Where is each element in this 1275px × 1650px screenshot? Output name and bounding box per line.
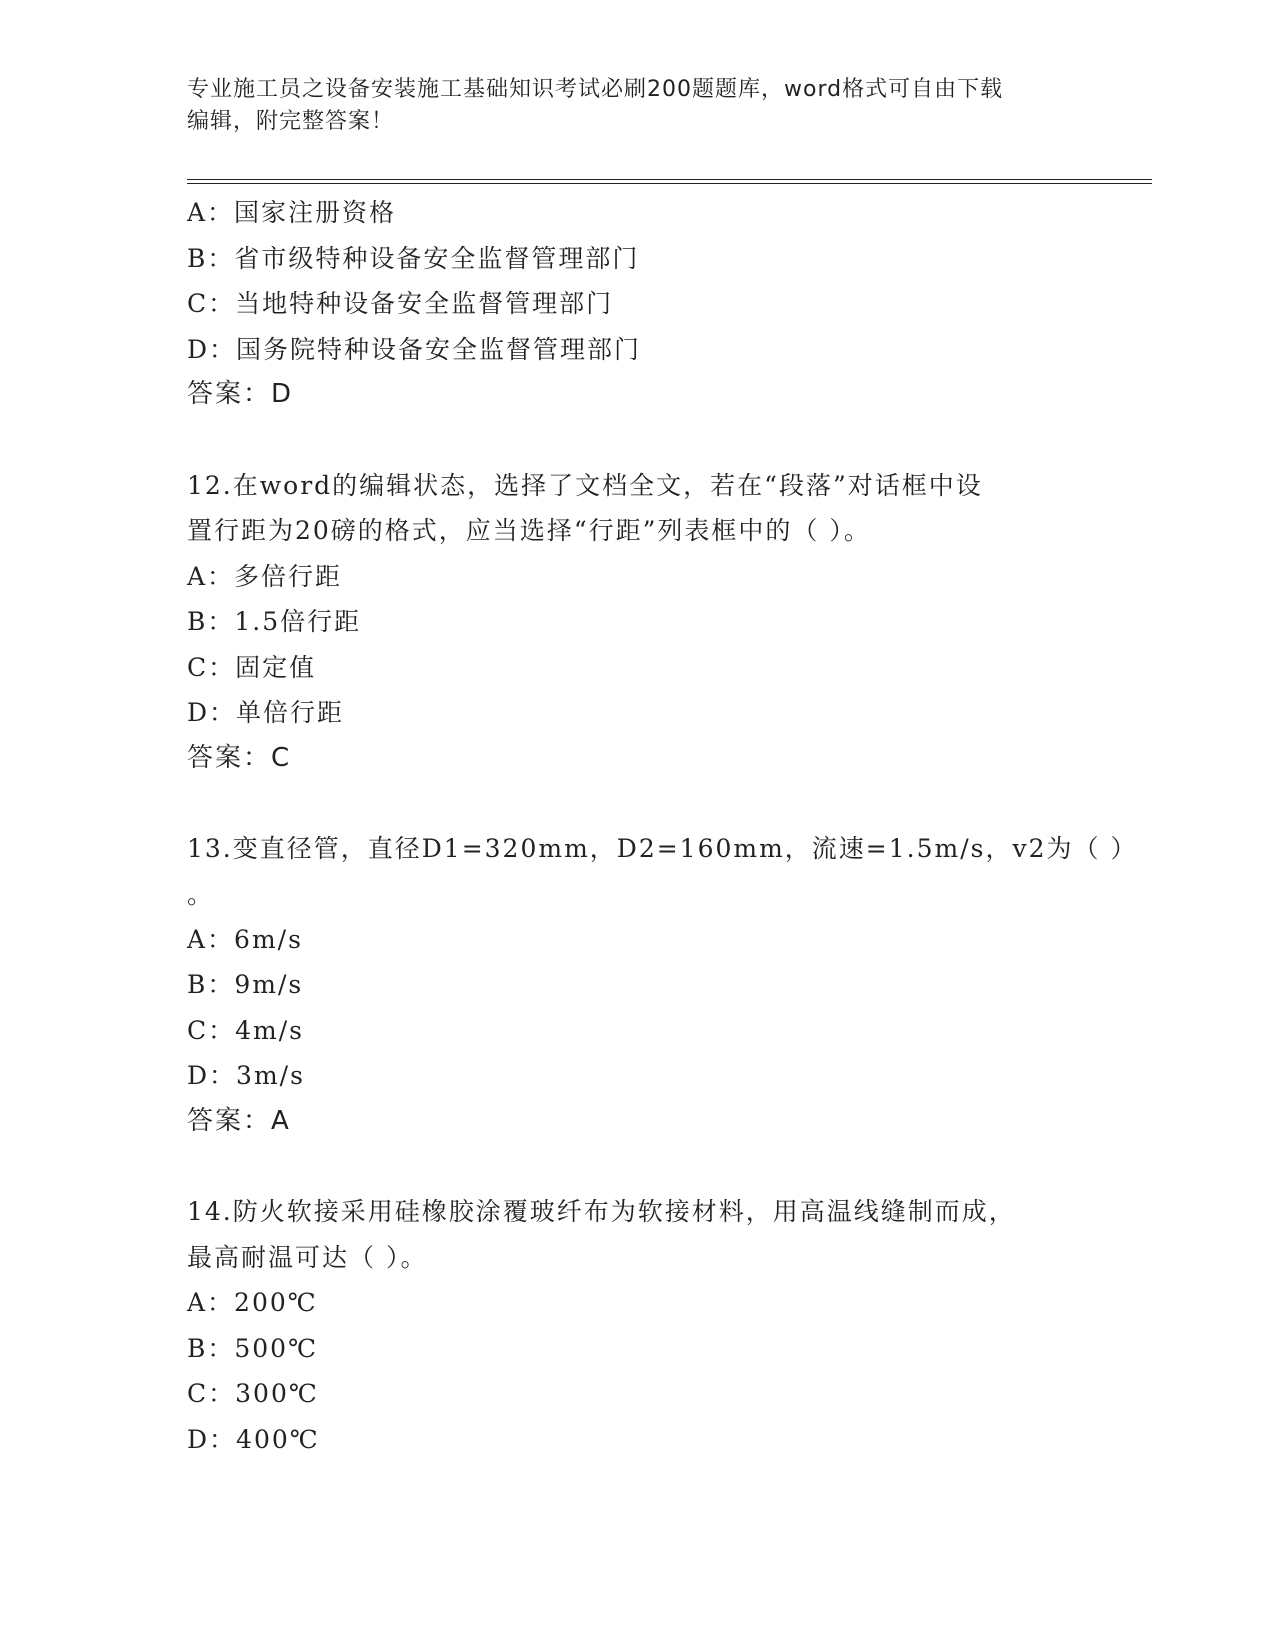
header-divider-bottom <box>187 183 1152 184</box>
option-c: C：300℃ <box>187 1379 319 1408</box>
question-text-line-1: 14.防火软接采用硅橡胶涂覆玻纤布为软接材料，用高温线缝制而成， <box>187 1197 1016 1226</box>
option-a: A：6m/s <box>187 924 303 954</box>
option-b: B：1.5倍行距 <box>187 607 362 636</box>
document-body <box>187 190 1152 1462</box>
answer: 答案：C <box>187 742 292 773</box>
option-d: D：3m/s <box>187 1061 305 1090</box>
question-12-block <box>187 463 1152 782</box>
option-b: B：9m/s <box>187 970 304 999</box>
answer: 答案：D <box>187 379 294 409</box>
question-13-block <box>187 826 1152 1144</box>
spacer <box>187 418 1152 463</box>
option-d: D：国务院特种设备安全监督管理部门 <box>187 334 642 364</box>
question-14-block <box>187 1189 1152 1462</box>
option-a: A：国家注册资格 <box>187 198 397 227</box>
spacer <box>187 781 1152 826</box>
option-c: C：当地特种设备安全监督管理部门 <box>187 289 614 318</box>
header-divider-top <box>187 179 1152 180</box>
document-header <box>187 74 1087 138</box>
option-d: D：400℃ <box>187 1424 320 1454</box>
option-d: D：单倍行距 <box>187 698 345 727</box>
question-text-line-1: 13.变直径管，直径D1=320mm，D2=160mm，流速=1.5m/s，v2为（ ） <box>187 834 1138 863</box>
question-11-block <box>187 190 1152 418</box>
question-text-line-2: 。 <box>187 879 215 909</box>
option-a: A：200℃ <box>187 1288 318 1317</box>
option-c: C：固定值 <box>187 652 317 682</box>
answer: 答案：A <box>187 1105 291 1136</box>
spacer <box>187 1144 1152 1189</box>
question-text-line-2: 最高耐温可达（ ）。 <box>187 1242 428 1272</box>
header-line-1: 专业施工员之设备安装施工基础知识考试必刷200题题库，word格式可自由下载 <box>187 77 1004 102</box>
option-a: A：多倍行距 <box>187 561 343 591</box>
question-text-line-2: 置行距为20磅的格式，应当选择“行距”列表框中的（ ）。 <box>187 516 871 545</box>
header-line-2: 编辑，附完整答案！ <box>187 109 395 134</box>
question-text-line-1: 12.在word的编辑状态，选择了文档全文，若在“段落”对话框中设 <box>187 470 983 500</box>
option-c: C：4m/s <box>187 1015 304 1045</box>
option-b: B：省市级特种设备安全监督管理部门 <box>187 243 640 273</box>
option-b: B：500℃ <box>187 1333 319 1363</box>
